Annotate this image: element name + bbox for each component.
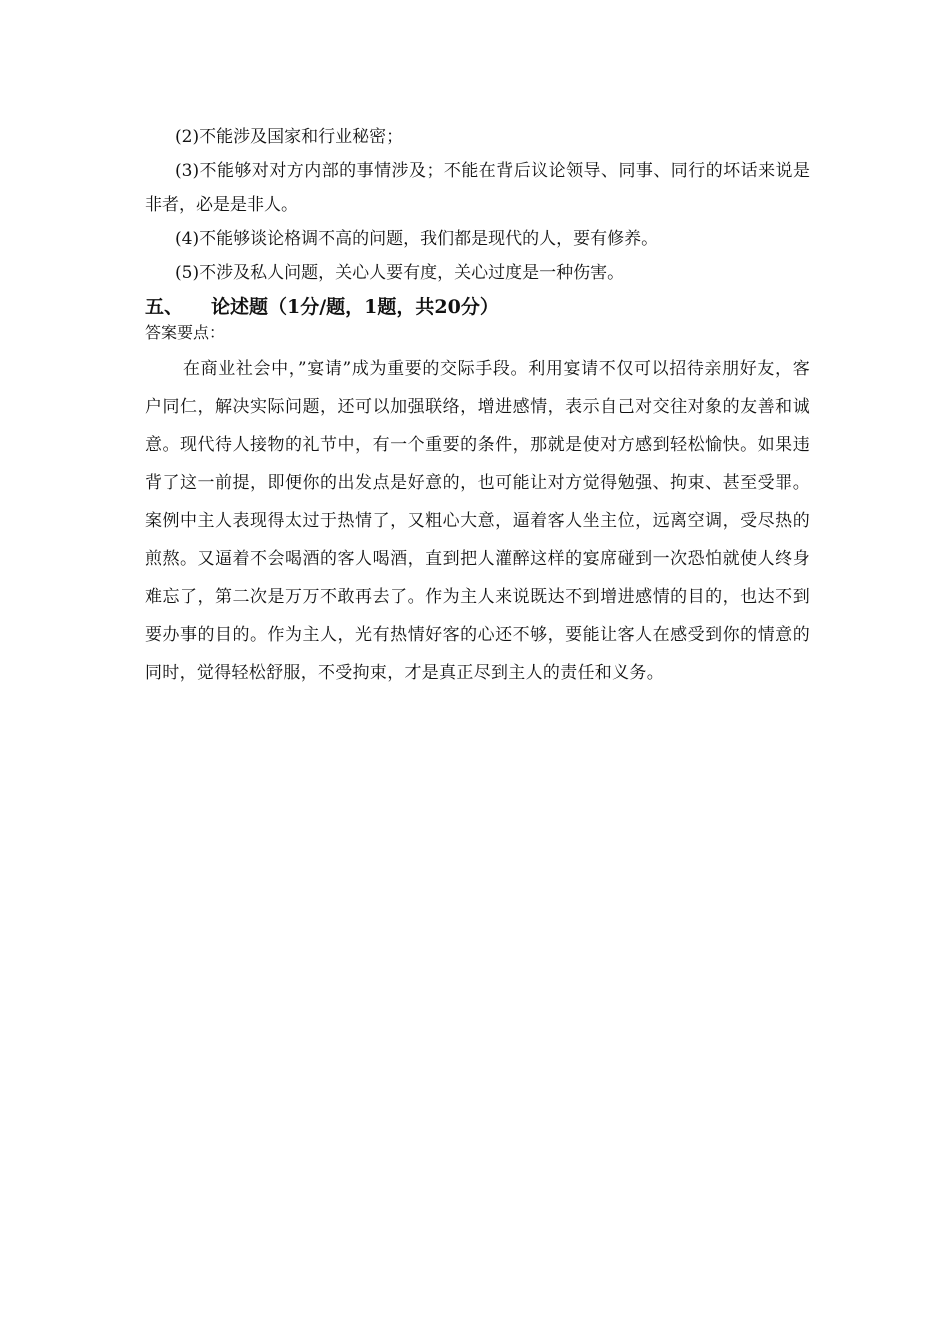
section-title: 论述题（1分/题，1题，共20分） — [211, 296, 499, 318]
answer-label: 答案要点： — [145, 323, 226, 342]
list-item-2: (2)不能涉及国家和行业秘密； — [175, 127, 404, 147]
essay-paragraph: 在商业社会中，”宴请”成为重要的交际手段。利用宴请不仅可以招待亲朋好友，客户同仁，解决实际问题，还可以加强联络，增进感情，表示自己对交往对象的友善和诚意。现代待人接物的礼节中，有一个重要的条件，那就是使对方感到轻松愉快。如果违背了这一前提，即便你的出发点是好意的，也可能让对方觉得勉强、拘束、甚至受罪。案例中主人表现得太过于热情了，又粗心大意，逼着客人坐主位，远离空调，受尽热的煎熬。又逼着不会喝酒的客人喝酒，直到把人灌醉这样的宴席碰到一次恐怕就使人终身难忘了，第二次是万万不敢再去了。作为主人来说既达不到增进感情的目的，也达不到要办事的目的。作为主人，光有热情好客的心还不够，要能让客人在感受到你的情意的同时，觉得轻松舒服，不受拘束，才是真正尽到主人的责任和义务。 — [145, 359, 810, 683]
list-item-5: (5)不涉及私人问题，关心人要有度，关心过度是一种伤害。 — [175, 263, 625, 283]
section-number: 五、 — [145, 296, 184, 318]
list-item-4: (4)不能够谈论格调不高的问题，我们都是现代的人，要有修养。 — [175, 229, 659, 249]
section-heading — [145, 294, 810, 320]
list-item-3: (3)不能够对对方内部的事情涉及；不能在背后议论领导、同事、同行的坏话来说是非者，必是是非人。 — [145, 161, 810, 215]
document-content — [145, 120, 810, 692]
